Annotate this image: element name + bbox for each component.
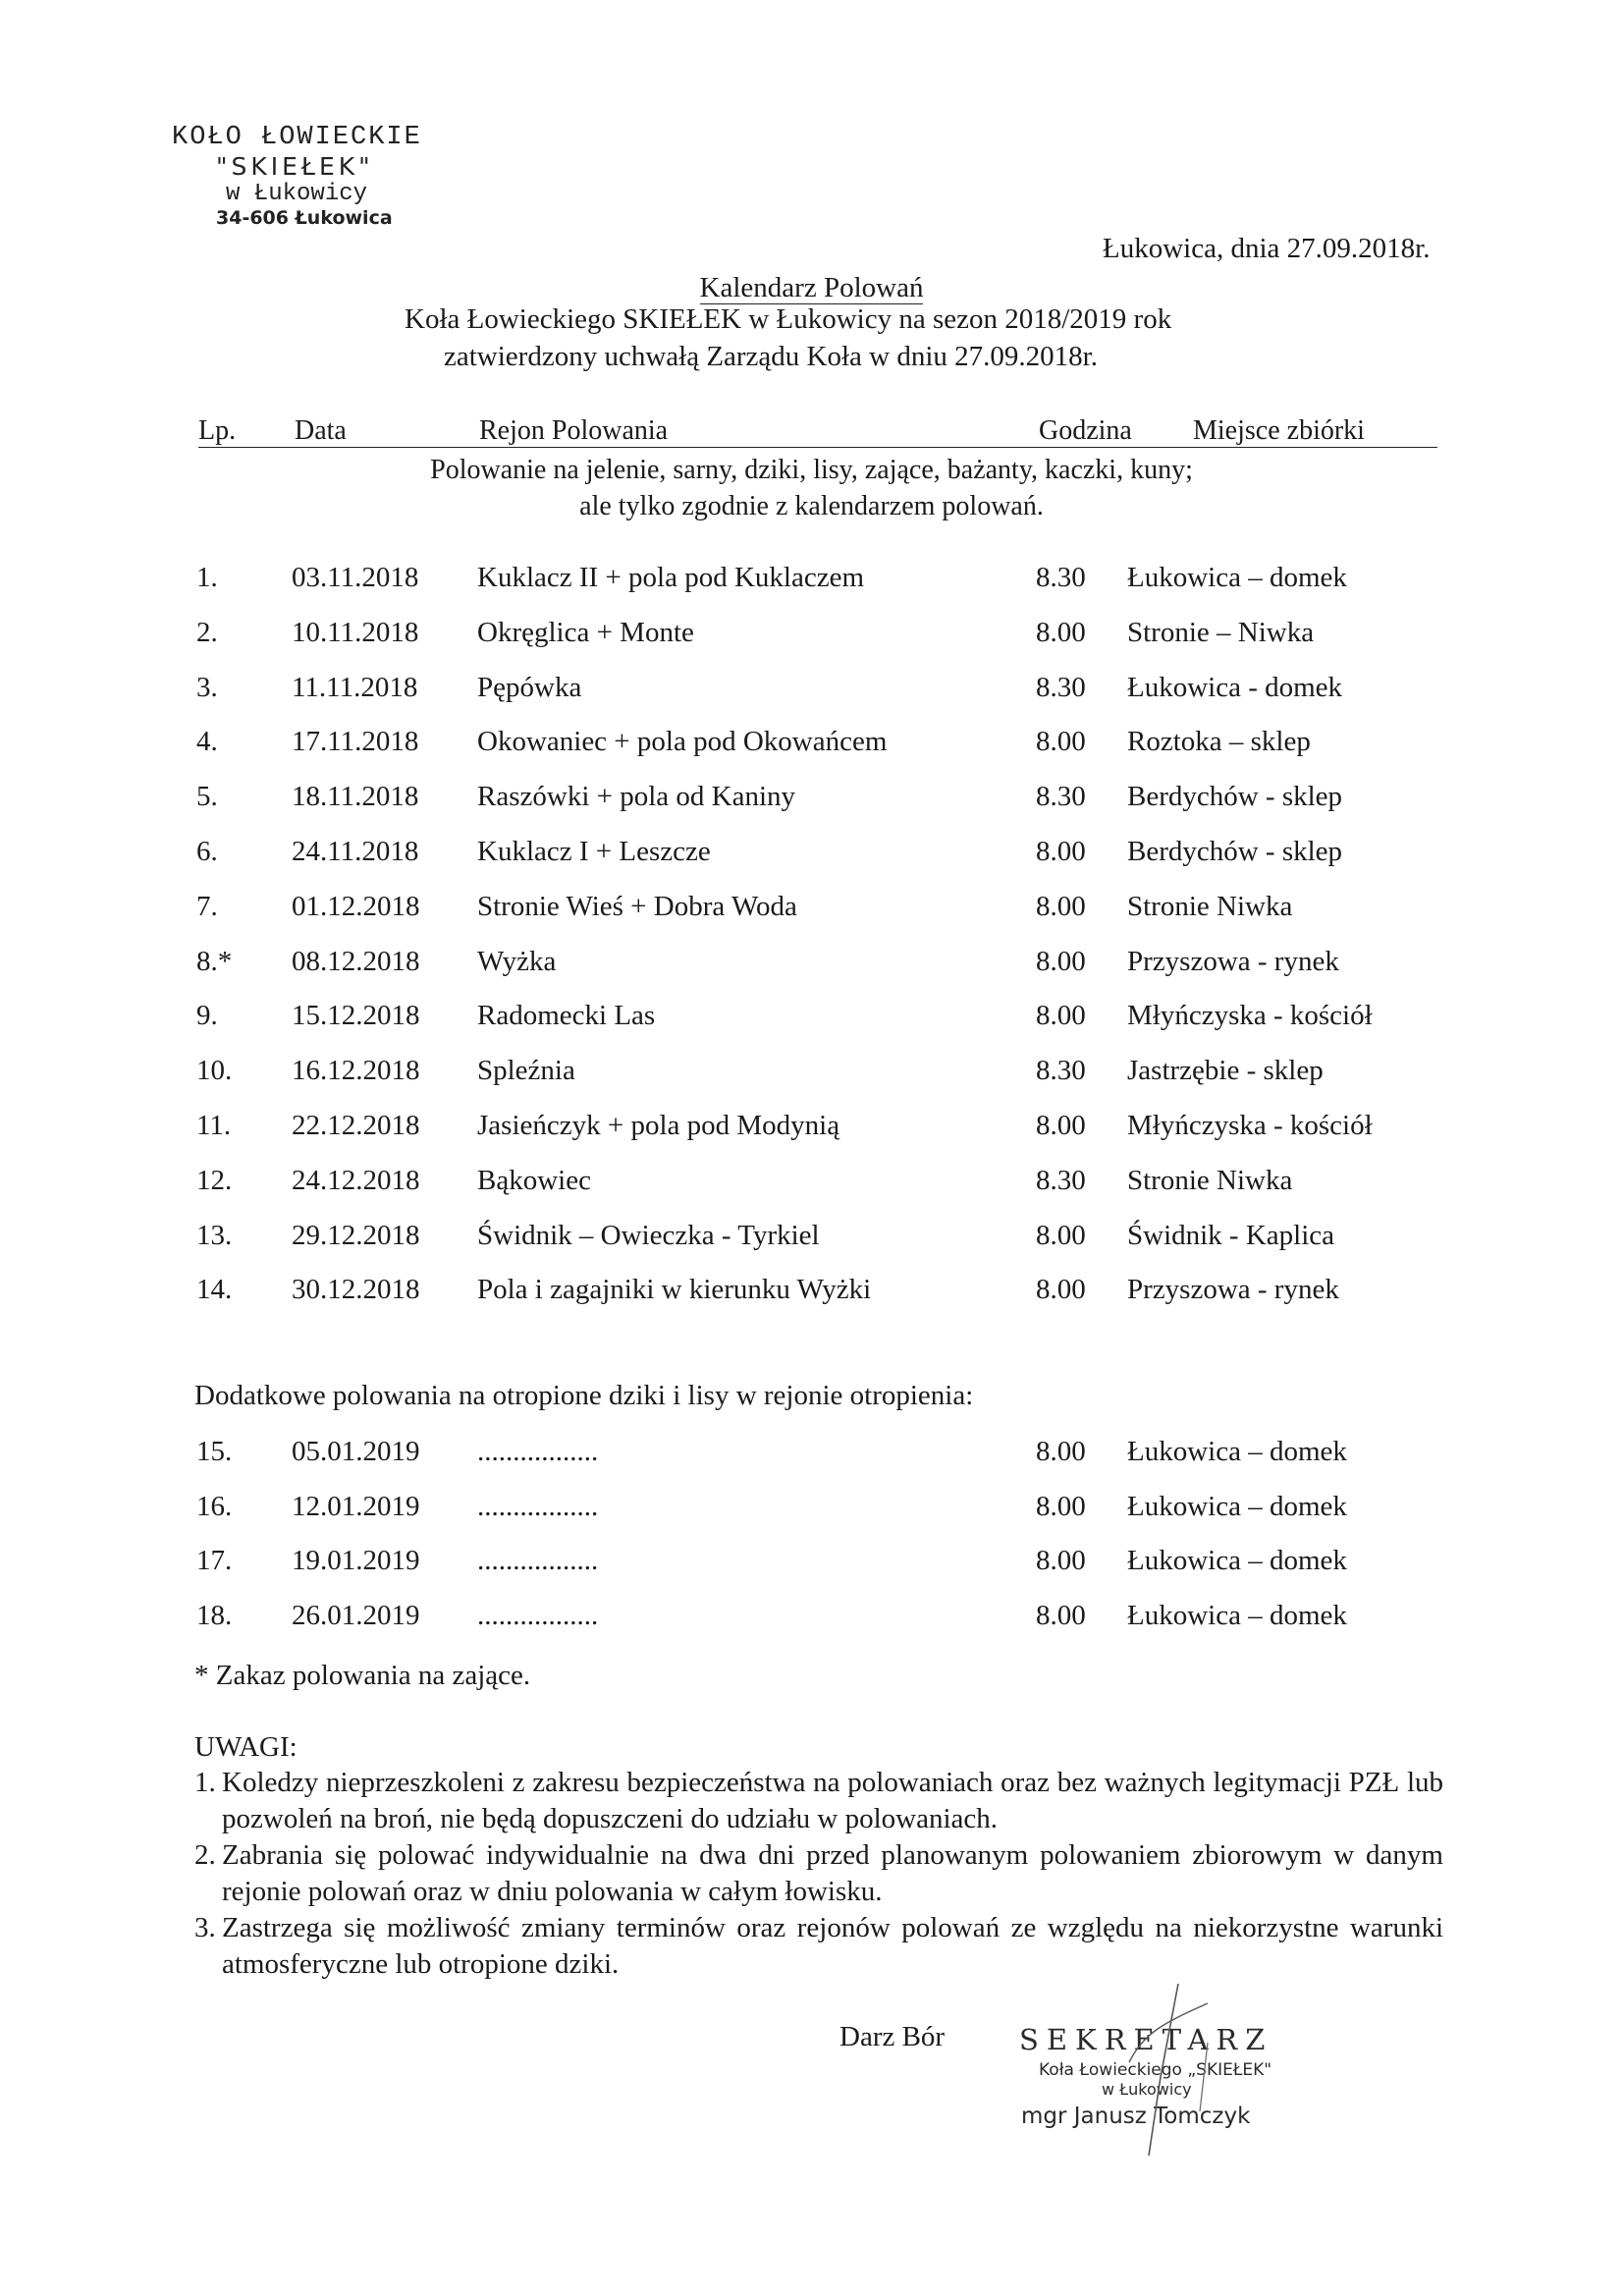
row-place: Młyńczyska - kościół	[1127, 1110, 1373, 1141]
row-hour: 8.30	[1036, 1055, 1086, 1087]
remark-number: 2.	[194, 1839, 216, 1871]
row-date: 19.01.2019	[292, 1545, 420, 1576]
row-number: 16.	[196, 1490, 233, 1522]
stamp-line-2: "SKIEŁEK"	[216, 152, 374, 181]
table-row	[0, 946, 1623, 985]
row-date: 30.12.2018	[292, 1274, 420, 1306]
row-region: Okręglica + Monte	[477, 616, 694, 648]
game-list: Polowanie na jelenie, sarny, dziki, lisy, zające, bażanty, kaczki, kuny;	[430, 455, 1193, 485]
row-date: 10.11.2018	[292, 616, 419, 648]
row-place: Roztoka – sklep	[1127, 726, 1311, 758]
row-date: 05.01.2019	[292, 1436, 420, 1467]
header-hour: Godzina	[1039, 415, 1132, 446]
approval-line: zatwierdzony uchwałą Zarządu Koła w dniu 27.09.2018r.	[444, 341, 1098, 372]
row-region: .................	[477, 1545, 599, 1576]
row-hour: 8.00	[1036, 726, 1086, 758]
row-hour: 8.00	[1036, 1274, 1086, 1306]
row-number: 11.	[196, 1110, 232, 1141]
row-region: .................	[477, 1599, 599, 1631]
header-rule	[198, 447, 1437, 448]
remark-number: 1.	[194, 1767, 216, 1798]
stamp-line-1: KOŁO ŁOWIECKIE	[172, 123, 422, 152]
table-row	[0, 562, 1623, 601]
row-date: 17.11.2018	[292, 726, 419, 758]
table-row	[0, 1220, 1623, 1259]
remark-text: Zastrzega się możliwość zmiany terminów oraz rejonów polowań ze względu na niekorzystne warunki atmosferyczne lub otropione dziki.	[222, 1912, 1443, 1980]
row-region: Spleźnia	[477, 1055, 575, 1087]
row-number: 10.	[196, 1055, 233, 1087]
row-hour: 8.00	[1036, 1545, 1086, 1576]
row-place: Stronie Niwka	[1127, 890, 1293, 922]
stamp-place: w Łukowicy	[1102, 2080, 1192, 2099]
header-place: Miejsce zbiórki	[1193, 415, 1365, 446]
row-date: 22.12.2018	[292, 1110, 420, 1141]
row-region: .................	[477, 1490, 599, 1522]
row-hour: 8.00	[1036, 616, 1086, 648]
stamp-line-4: 34-606 Łukowica	[216, 207, 393, 229]
row-place: Przyszowa - rynek	[1127, 945, 1339, 977]
remarks-title: UWAGI:	[194, 1731, 298, 1763]
table-row	[0, 726, 1623, 765]
row-hour: 8.30	[1036, 781, 1086, 813]
handwritten-signature-icon	[1070, 1984, 1267, 2160]
row-number: 15.	[196, 1436, 233, 1467]
row-number: 9.	[196, 1000, 218, 1032]
row-number: 12.	[196, 1164, 233, 1196]
row-region: Kuklacz I + Leszcze	[477, 836, 711, 867]
table-row	[0, 891, 1623, 930]
row-hour: 8.00	[1036, 836, 1086, 867]
row-number: 4.	[196, 726, 218, 758]
row-number: 14.	[196, 1274, 233, 1306]
table-row	[0, 672, 1623, 711]
row-place: Łukowica - domek	[1127, 671, 1343, 703]
row-number: 18.	[196, 1599, 233, 1631]
row-region: Okowaniec + pola pod Okowańcem	[477, 726, 888, 758]
row-place: Łukowica – domek	[1127, 562, 1347, 593]
row-date: 26.01.2019	[292, 1599, 420, 1631]
row-place: Stronie – Niwka	[1127, 616, 1315, 648]
table-row	[0, 1110, 1623, 1149]
row-number: 2.	[196, 616, 218, 648]
row-region: Raszówki + pola od Kaniny	[477, 781, 796, 813]
row-place: Stronie Niwka	[1127, 1164, 1293, 1196]
row-number: 6.	[196, 836, 218, 867]
row-hour: 8.00	[1036, 945, 1086, 977]
row-place: Jastrzębie - sklep	[1127, 1055, 1324, 1087]
row-region: .................	[477, 1436, 599, 1467]
table-row	[0, 836, 1623, 875]
place-date: Łukowica, dnia 27.09.2018r.	[1103, 233, 1431, 264]
table-row	[0, 1000, 1623, 1039]
row-date: 18.11.2018	[292, 781, 419, 813]
table-row	[0, 1491, 1623, 1530]
row-region: Radomecki Las	[477, 1000, 656, 1032]
remark-number: 3.	[194, 1912, 216, 1943]
calendar-note: ale tylko zgodnie z kalendarzem polowań.	[579, 491, 1044, 521]
club-stamp	[172, 123, 422, 229]
remark-text: Zabrania się polować indywidualnie na dwa dni przed planowanym polowaniem zbiorowym w danym rejonie polowań oraz w dniu polowania w całym łowisku.	[222, 1839, 1443, 1907]
row-region: Pola i zagajniki w kierunku Wyżki	[477, 1274, 872, 1306]
row-region: Kuklacz II + pola pod Kuklaczem	[477, 562, 865, 593]
extra-hunts-title: Dodatkowe polowania na otropione dziki i lisy w rejonie otropienia:	[194, 1380, 974, 1411]
row-hour: 8.00	[1036, 1436, 1086, 1467]
document-subtitle: Koła Łowieckiego SKIEŁEK w Łukowicy na sezon 2018/2019 rok	[405, 303, 1172, 335]
table-row	[0, 1274, 1623, 1313]
row-number: 3.	[196, 671, 218, 703]
row-date: 29.12.2018	[292, 1219, 420, 1251]
row-region: Świdnik – Owieczka - Tyrkiel	[477, 1219, 820, 1251]
header-region: Rejon Polowania	[479, 415, 669, 446]
row-place: Łukowica – domek	[1127, 1599, 1347, 1631]
row-place: Przyszowa - rynek	[1127, 1274, 1339, 1306]
row-date: 24.11.2018	[292, 836, 419, 867]
table-row	[0, 1165, 1623, 1204]
row-region: Bąkowiec	[477, 1164, 591, 1196]
row-date: 08.12.2018	[292, 945, 420, 977]
row-hour: 8.00	[1036, 1000, 1086, 1032]
row-region: Wyżka	[477, 945, 557, 977]
remark-text: Koledzy nieprzeszkoleni z zakresu bezpieczeństwa na polowaniach oraz bez ważnych legitymacji PZŁ lub pozwoleń na broń, nie będą dopuszczeni do udziału w polowaniach.	[222, 1767, 1443, 1834]
row-hour: 8.30	[1036, 1164, 1086, 1196]
footnote: * Zakaz polowania na zające.	[194, 1660, 531, 1691]
row-date: 03.11.2018	[292, 562, 419, 593]
row-date: 24.12.2018	[292, 1164, 420, 1196]
table-row	[0, 617, 1623, 656]
stamp-name: mgr Janusz Tomczyk	[1021, 2104, 1251, 2129]
row-hour: 8.00	[1036, 1599, 1086, 1631]
row-date: 16.12.2018	[292, 1055, 420, 1087]
row-hour: 8.30	[1036, 562, 1086, 593]
closing-greeting: Darz Bór	[839, 2021, 946, 2052]
row-date: 12.01.2019	[292, 1490, 420, 1522]
row-place: Łukowica – domek	[1127, 1545, 1347, 1576]
remark-item	[194, 1910, 1443, 1983]
row-place: Łukowica – domek	[1127, 1436, 1347, 1467]
row-number: 7.	[196, 890, 218, 922]
row-number: 13.	[196, 1219, 233, 1251]
table-row	[0, 1545, 1623, 1584]
table-row	[0, 1600, 1623, 1639]
row-place: Berdychów - sklep	[1127, 781, 1343, 813]
row-region: Stronie Wieś + Dobra Woda	[477, 890, 797, 922]
stamp-role: SEKRETARZ	[1019, 2023, 1273, 2056]
stamp-org: Koła Łowieckiego „SKIEŁEK"	[1039, 2060, 1272, 2080]
row-hour: 8.00	[1036, 1490, 1086, 1522]
row-number: 8.*	[196, 945, 233, 977]
row-region: Jasieńczyk + pola pod Modynią	[477, 1110, 840, 1141]
row-number: 1.	[196, 562, 218, 593]
row-place: Młyńczyska - kościół	[1127, 1000, 1373, 1032]
row-hour: 8.00	[1036, 1219, 1086, 1251]
remark-item	[194, 1837, 1443, 1910]
row-region: Pępówka	[477, 671, 582, 703]
row-place: Łukowica – domek	[1127, 1490, 1347, 1522]
row-date: 01.12.2018	[292, 890, 420, 922]
header-date: Data	[295, 415, 347, 446]
table-row	[0, 1055, 1623, 1094]
table-row	[0, 781, 1623, 820]
row-date: 11.11.2018	[292, 671, 418, 703]
row-place: Berdychów - sklep	[1127, 836, 1343, 867]
row-hour: 8.30	[1036, 671, 1086, 703]
header-no: Lp.	[198, 415, 237, 446]
row-hour: 8.00	[1036, 1110, 1086, 1141]
remark-item	[194, 1765, 1443, 1837]
stamp-line-3: w Łukowicy	[226, 181, 368, 207]
row-date: 15.12.2018	[292, 1000, 420, 1032]
row-place: Świdnik - Kaplica	[1127, 1219, 1335, 1251]
row-hour: 8.00	[1036, 890, 1086, 922]
document-title-text: Kalendarz Polowań	[699, 272, 924, 303]
document-title	[0, 272, 1623, 304]
row-number: 5.	[196, 781, 218, 813]
row-number: 17.	[196, 1545, 233, 1576]
table-row	[0, 1436, 1623, 1475]
